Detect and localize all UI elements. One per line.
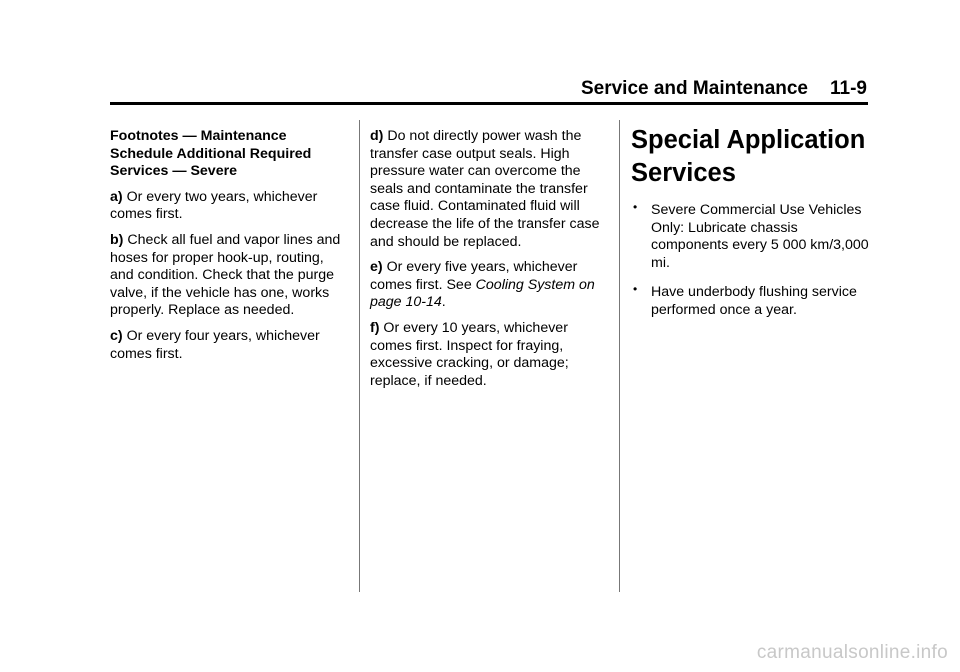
footnote-f (370, 320, 600, 390)
footnote-label: a) (110, 188, 123, 205)
list-item-text: Have underbody flushing service performed once a year. (651, 284, 857, 318)
footnote-e (370, 259, 600, 312)
footnote-label: f) (370, 319, 380, 336)
column-divider-right (619, 120, 620, 592)
footnote-c (110, 328, 342, 363)
list-item (631, 202, 871, 272)
column-1 (110, 128, 342, 371)
bullet-icon: • (633, 282, 638, 297)
footnote-text: Or every 10 years, whichever comes first. Inspect for fraying, excessive cracking, or damage; replace, if needed. (370, 319, 569, 389)
column-divider-left (359, 120, 360, 592)
header-rule (110, 102, 868, 105)
footnote-text: Or every two years, whichever comes first. (110, 188, 318, 223)
watermark: carmanualsonline.info (756, 642, 948, 663)
footnote-text: Or every four years, whichever comes first. (110, 327, 320, 362)
footnote-label: b) (110, 231, 124, 248)
footnote-d (370, 128, 600, 251)
list-item (631, 284, 871, 319)
footnote-text: Check all fuel and vapor lines and hoses for proper hook-up, routing, and condition. Check that the purge valve, if the vehicle has one, works properly. Replace as needed. (110, 231, 341, 319)
section-heading: Special Application Services (631, 126, 866, 187)
column-2 (370, 128, 600, 398)
page-number: 11-9 (830, 78, 867, 99)
footnote-text-end: . (441, 294, 446, 311)
page-header (110, 78, 867, 100)
footnote-label: d) (370, 128, 384, 144)
footnote-label: e) (370, 259, 383, 276)
footnote-b (110, 232, 342, 320)
footnote-text: Or every five years, whichever comes first. See (370, 259, 578, 293)
footnote-label: c) (110, 327, 123, 344)
footnote-a (110, 189, 342, 224)
footnotes-heading: Footnotes — Maintenance Schedule Additional Required Services — Severe (110, 128, 312, 180)
bullet-icon: • (633, 200, 638, 214)
list-item-text: Severe Commercial Use Vehicles Only: Lubricate chassis components every 5 000 km/3,000 mi. (651, 202, 869, 271)
column-3 (631, 124, 871, 332)
service-bullet-list (631, 202, 871, 320)
footnote-text: Do not directly power wash the transfer case output seals. High pressure water can overcome the seals and contaminate the transfer case fluid. Contaminated fluid will decrease the life of the transfer case and should be replaced. (370, 128, 600, 250)
cross-reference-link[interactable]: Cooling System on page 10‑14 (370, 276, 595, 311)
section-title: Service and Maintenance (580, 78, 809, 99)
